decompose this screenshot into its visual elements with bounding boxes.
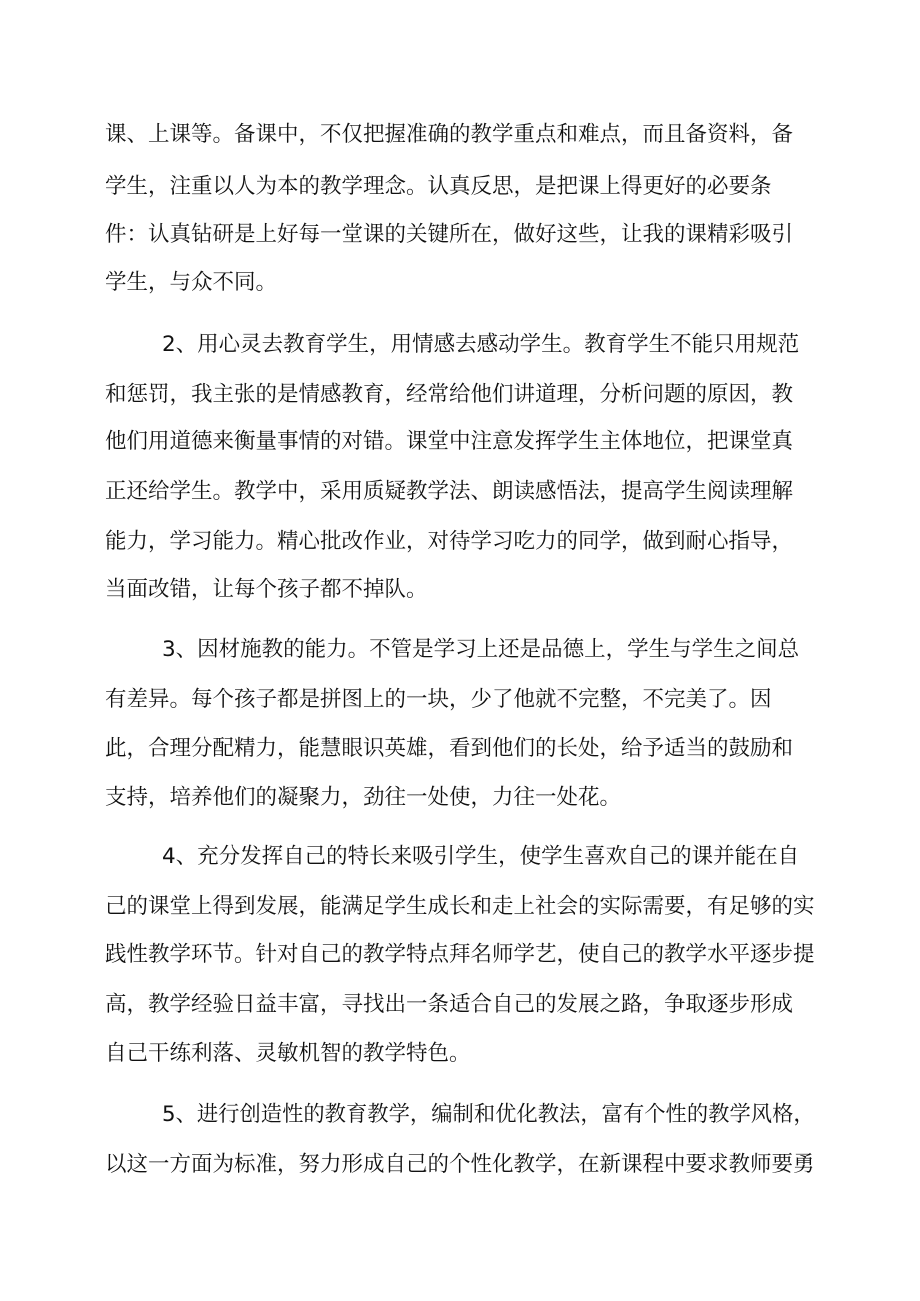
paragraph-3-line-3: 践性教学环节。针对自己的教学特点拜名师学艺，使自己的教学水平逐步提: [105, 942, 815, 967]
paragraph-2-line-3: 此，合理分配精力，能慧眼识英雄，看到他们的长处，给予适当的鼓励和: [105, 736, 794, 761]
paragraph-0-line-4: 学生，与众不同。: [105, 270, 278, 295]
paragraph-1-line-1: 2、用心灵去教育学生，用情感去感动学生。教育学生不能只用规范: [162, 332, 800, 357]
paragraph-0-line-1: 课、上课等。备课中，不仅把握准确的教学重点和难点，而且备资料，备: [105, 122, 794, 147]
paragraph-4-line-2: 以这一方面为标准，努力形成自己的个性化教学，在新课程中要求教师要勇: [105, 1152, 815, 1177]
paragraph-1-line-3: 他们用道德来衡量事情的对错。课堂中注意发挥学生主体地位，把课堂真: [105, 429, 794, 454]
paragraph-1-line-4: 正还给学生。教学中，采用质疑教学法、朗读感悟法，提高学生阅读理解: [105, 479, 794, 504]
paragraph-1-line-5: 能力，学习能力。精心批改作业，对待学习吃力的同学，做到耐心指导，: [105, 529, 794, 554]
paragraph-2-line-1: 3、因材施教的能力。不管是学习上还是品德上，学生与学生之间总: [162, 637, 800, 662]
paragraph-2-line-4: 支持，培养他们的凝聚力，劲往一处使，力往一处花。: [105, 785, 622, 810]
paragraph-1-line-6: 当面改错，让每个孩子都不掉队。: [105, 577, 428, 602]
paragraph-3-line-1: 4、充分发挥自己的特长来吸引学生，使学生喜欢自己的课并能在自: [162, 844, 800, 869]
paragraph-0-line-2: 学生，注重以人为本的教学理念。认真反思，是把课上得更好的必要条: [105, 174, 772, 199]
paragraph-1-line-2: 和惩罚，我主张的是情感教育，经常给他们讲道理，分析问题的原因，教: [105, 382, 794, 407]
paragraph-0-line-3: 件：认真钻研是上好每一堂课的关键所在，做好这些，让我的课精彩吸引: [105, 222, 794, 247]
paragraph-4-line-1: 5、进行创造性的教育教学，编制和优化教法，富有个性的教学风格，: [162, 1102, 815, 1127]
paragraph-2-line-2: 有差异。每个孩子都是拼图上的一块，少了他就不完整，不完美了。因: [105, 687, 772, 712]
paragraph-3-line-2: 己的课堂上得到发展，能满足学生成长和走上社会的实际需要，有足够的实: [105, 894, 815, 919]
paragraph-3-line-4: 高，教学经验日益丰富，寻找出一条适合自己的发展之路，争取逐步形成: [105, 992, 794, 1017]
paragraph-3-line-5: 自己干练利落、灵敏机智的教学特色。: [105, 1041, 471, 1066]
